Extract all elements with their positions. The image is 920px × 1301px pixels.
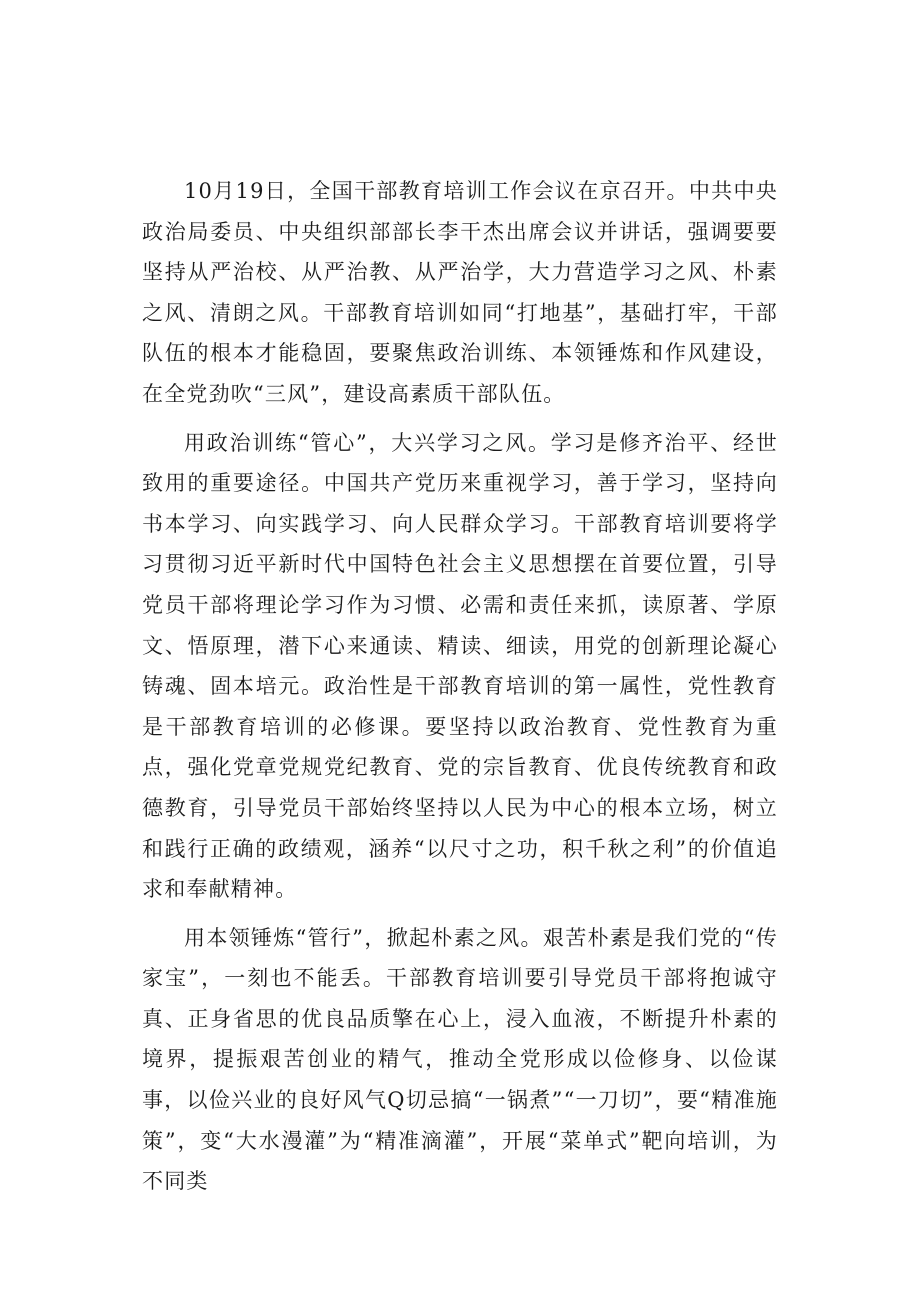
paragraph-3: 用本领锤炼“管行”，掀起朴素之风。艰苦朴素是我们党的“传家宝”，一刻也不能丢。干部教育培训要引导党员干部将抱诚守真、正身省思的优良品质擎在心上，浸入血液，不断提升朴素的境界，提振艰苦创业的精气，推动全党形成以俭修身、以俭谋事，以俭兴业的良好风气Q切忌搞“一锅煮”“一刀切”，要“精准施策”，变“大水漫灌”为“精准滴灌”，开展“菜单式”靶向培训，为不同类 — [142, 925, 778, 1194]
paragraph-2: 用政治训练“管心”，大兴学习之风。学习是修齐治平、经世致用的重要途径。中国共产党历来重视学习，善于学习，坚持向书本学习、向实践学习、向人民群众学习。干部教育培训要将学习贯彻习近平新时代中国特色社会主义思想摆在首要位置，引导党员干部将理论学习作为习惯、必需和责任来抓，读原著、学原文、悟原理，潜下心来通读、精读、细读，用党的创新理论凝心铸魂、固本培元。政治性是干部教育培训的第一属性，党性教育是干部教育培训的必修课。要坚持以政治教育、党性教育为重点，强化党章党规党纪教育、党的宗旨教育、优良传统教育和政德教育，引导党员干部始终坚持以人民为中心的根本立场，树立和践行正确的政绩观，涵养“以尺寸之功，积千秋之利”的价值追求和奉献精神。 — [142, 430, 778, 902]
document-body — [142, 171, 778, 1210]
paragraph-1: 10月19日，全国干部教育培训工作会议在京召开。中共中央政治局委员、中央组织部部长李干杰出席会议并讲话，强调要要坚持从严治校、从严治教、从严治学，大力营造学习之风、朴素之风、清朗之风。干部教育培训如同“打地基”，基础打牢，干部队伍的根本才能稳固，要聚焦政治训练、本领锤炼和作风建设，在全党劲吹“三风”，建设高素质干部队伍。 — [142, 179, 778, 406]
